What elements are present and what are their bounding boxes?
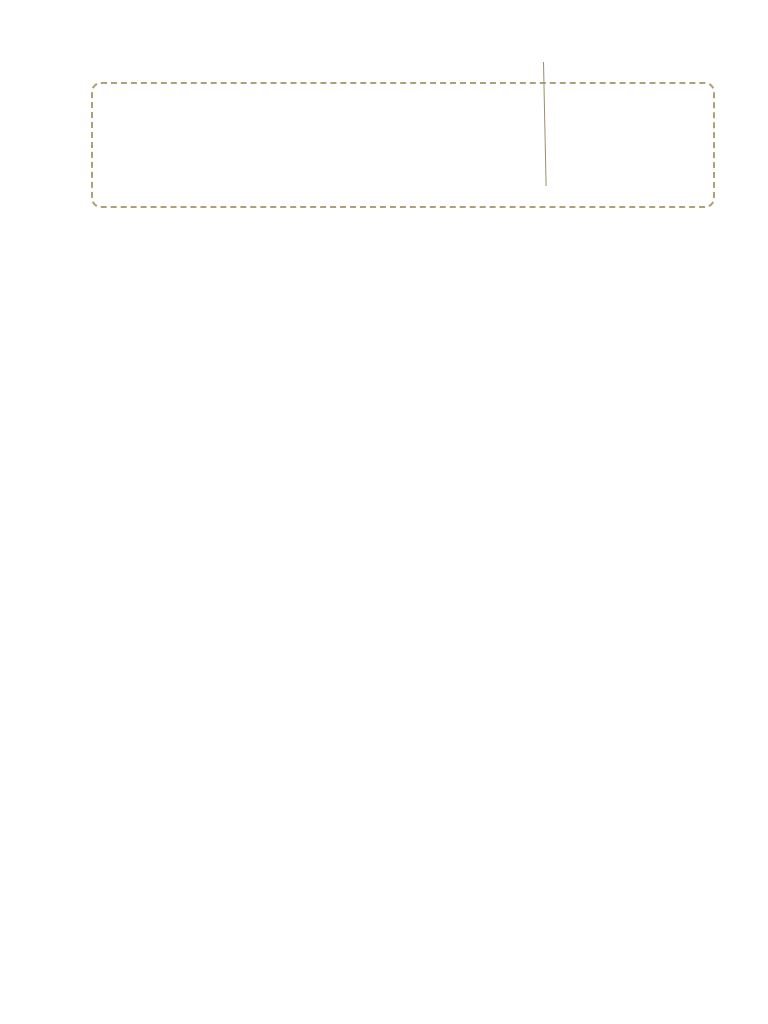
student-info-box [91, 82, 715, 208]
